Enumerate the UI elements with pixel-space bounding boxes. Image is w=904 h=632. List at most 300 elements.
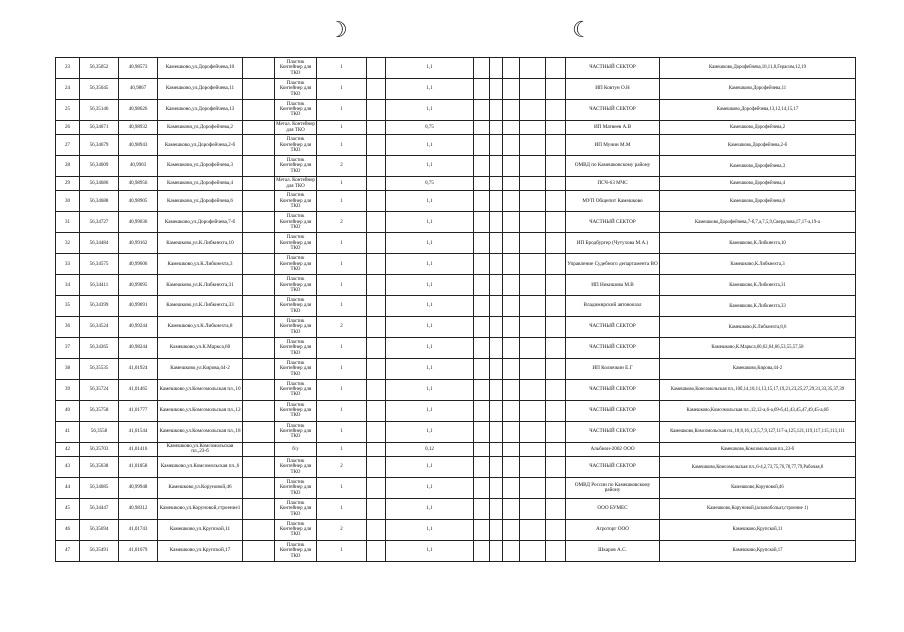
container-type: Пластик Контейнер для ТКО	[275, 212, 317, 233]
container-type: б/у	[275, 442, 317, 456]
latitude: 56,34679	[80, 135, 119, 156]
empty-cell	[490, 519, 503, 540]
table-row	[56, 400, 856, 421]
container-count: 1	[317, 177, 367, 191]
longitude: 41,01777	[119, 400, 158, 421]
empty-cell	[546, 135, 566, 156]
waste-producer: ЧАСТНЫЙ СЕКТОР	[566, 317, 660, 338]
served-objects: Камешково,Дорофейчева,2	[660, 120, 856, 134]
served-objects: Камешково,Дорофейчева,7-б,7,а,7,5,9,Свердлова,17,17-а,19-а	[660, 212, 856, 233]
table-row	[56, 99, 856, 120]
empty-cell	[503, 379, 520, 400]
empty-cell	[490, 442, 503, 456]
table-row	[56, 78, 856, 99]
served-objects: Камешково,К.Либкнехта,31	[660, 275, 856, 296]
table-row	[56, 233, 856, 254]
table-row	[56, 254, 856, 275]
empty-cell	[367, 156, 386, 177]
row-number: 37	[56, 338, 80, 359]
container-count: 1	[317, 120, 367, 134]
site-address: Камешково,ул.К.Либкнехта,10	[158, 233, 243, 254]
longitude: 40,98626	[119, 99, 158, 120]
served-objects: Камешково,Дорофейчева,4	[660, 177, 856, 191]
empty-cell	[243, 317, 275, 338]
empty-cell	[474, 233, 490, 254]
row-number: 46	[56, 519, 80, 540]
latitude: 56,35535	[80, 358, 119, 379]
container-type: Пластик Контейнер для ТКО	[275, 338, 317, 359]
empty-cell	[490, 317, 503, 338]
container-type: Пластик Контейнер для ТКО	[275, 99, 317, 120]
empty-cell	[243, 233, 275, 254]
empty-cell	[520, 478, 546, 499]
table-row	[56, 120, 856, 134]
empty-cell	[520, 457, 546, 478]
container-count: 2	[317, 457, 367, 478]
empty-cell	[520, 442, 546, 456]
empty-cell	[503, 99, 520, 120]
empty-cell	[520, 233, 546, 254]
empty-cell	[520, 156, 546, 177]
container-type: Пластик Контейнер для ТКО	[275, 457, 317, 478]
empty-cell	[243, 519, 275, 540]
container-volume: 1,1	[386, 254, 474, 275]
empty-cell	[243, 99, 275, 120]
longitude: 40,9903	[119, 156, 158, 177]
empty-cell	[474, 78, 490, 99]
longitude: 40,9867	[119, 78, 158, 99]
site-address: Камешково,ул.Коруновой,46	[158, 478, 243, 499]
empty-cell	[520, 212, 546, 233]
latitude: 56,34686	[80, 177, 119, 191]
container-type: Пластик Контейнер для ТКО	[275, 400, 317, 421]
empty-cell	[546, 379, 566, 400]
waste-producer: ЧАСТНЫЙ СЕКТОР	[566, 421, 660, 442]
site-address: Камешково,ул.К.Либкнехта,8	[158, 317, 243, 338]
empty-cell	[367, 379, 386, 400]
empty-cell	[503, 498, 520, 519]
latitude: 56,35703	[80, 442, 119, 456]
empty-cell	[546, 58, 566, 79]
latitude: 56,34688	[80, 191, 119, 212]
site-address: Камешково,ул.Дорофейчева,11	[158, 78, 243, 99]
empty-cell	[503, 338, 520, 359]
empty-cell	[503, 317, 520, 338]
container-site-register-table	[55, 57, 856, 562]
empty-cell	[490, 400, 503, 421]
waste-producer: ЧАСТНЫЙ СЕКТОР	[566, 338, 660, 359]
served-objects: Камешково,Комсомольская пл.,6-4,2,73,75,76,78,77,79,Рабочая,8	[660, 457, 856, 478]
site-address: Камешково,ул.К.Либкнехта,3	[158, 254, 243, 275]
empty-cell	[503, 233, 520, 254]
empty-cell	[503, 457, 520, 478]
empty-cell	[367, 233, 386, 254]
empty-cell	[367, 338, 386, 359]
waste-producer: ООО БУМЕС	[566, 498, 660, 519]
empty-cell	[474, 421, 490, 442]
served-objects: Камешково,Крупской,11	[660, 519, 856, 540]
row-number: 32	[56, 233, 80, 254]
empty-cell	[490, 296, 503, 317]
empty-cell	[520, 421, 546, 442]
empty-cell	[520, 177, 546, 191]
table-row	[56, 442, 856, 456]
empty-cell	[546, 442, 566, 456]
waste-producer: МУП Общепит Камешково	[566, 191, 660, 212]
waste-producer: Альбион-2002 ООО	[566, 442, 660, 456]
empty-cell	[367, 296, 386, 317]
site-address: Камешково,ул.Дорофейчева,13	[158, 99, 243, 120]
longitude: 40,98905	[119, 191, 158, 212]
empty-cell	[367, 421, 386, 442]
empty-cell	[490, 156, 503, 177]
latitude: 56,34447	[80, 498, 119, 519]
empty-cell	[490, 254, 503, 275]
empty-cell	[367, 78, 386, 99]
empty-cell	[490, 135, 503, 156]
empty-cell	[503, 78, 520, 99]
empty-cell	[474, 498, 490, 519]
empty-cell	[546, 400, 566, 421]
container-type: Пластик Контейнер для ТКО	[275, 478, 317, 499]
empty-cell	[490, 338, 503, 359]
empty-cell	[367, 540, 386, 561]
row-number: 25	[56, 99, 80, 120]
site-address: Камешково,ул.Дорофейчева,2	[158, 120, 243, 134]
row-number: 30	[56, 191, 80, 212]
empty-cell	[546, 191, 566, 212]
container-volume: 1,1	[386, 317, 474, 338]
longitude: 41,01679	[119, 540, 158, 561]
empty-cell	[243, 400, 275, 421]
empty-cell	[474, 296, 490, 317]
container-count: 1	[317, 400, 367, 421]
empty-cell	[243, 177, 275, 191]
waste-producer: ИП Мунин М.М	[566, 135, 660, 156]
empty-cell	[474, 379, 490, 400]
longitude: 40,98956	[119, 177, 158, 191]
empty-cell	[474, 317, 490, 338]
empty-cell	[520, 99, 546, 120]
empty-cell	[490, 540, 503, 561]
container-count: 1	[317, 540, 367, 561]
container-volume: 1,1	[386, 478, 474, 499]
row-number: 28	[56, 156, 80, 177]
container-type: Метал. Контейнер для ТКО	[275, 120, 317, 134]
empty-cell	[367, 478, 386, 499]
empty-cell	[520, 400, 546, 421]
container-count: 1	[317, 254, 367, 275]
row-number: 45	[56, 498, 80, 519]
empty-cell	[546, 317, 566, 338]
empty-cell	[474, 478, 490, 499]
longitude: 40,98244	[119, 338, 158, 359]
container-type: Пластик Контейнер для ТКО	[275, 358, 317, 379]
empty-cell	[474, 99, 490, 120]
empty-cell	[503, 442, 520, 456]
empty-cell	[243, 338, 275, 359]
empty-cell	[243, 296, 275, 317]
container-type: Пластик Контейнер для ТКО	[275, 275, 317, 296]
row-number: 40	[56, 400, 80, 421]
container-count: 1	[317, 275, 367, 296]
container-type: Пластик Контейнер для ТКО	[275, 233, 317, 254]
empty-cell	[474, 442, 490, 456]
container-count: 2	[317, 212, 367, 233]
waste-producer: ПСЧ-63 МЧС	[566, 177, 660, 191]
served-objects: Камешково,Комсомольская пл.,12,12-а,6-а,69-б,41,43,45,47,49,45-а,6б	[660, 400, 856, 421]
container-type: Пластик Контейнер для ТКО	[275, 317, 317, 338]
empty-cell	[367, 58, 386, 79]
empty-cell	[490, 457, 503, 478]
container-type: Пластик Контейнер для ТКО	[275, 421, 317, 442]
container-volume: 0,12	[386, 442, 474, 456]
container-volume: 1,1	[386, 296, 474, 317]
empty-cell	[243, 540, 275, 561]
latitude: 56,35638	[80, 457, 119, 478]
container-count: 2	[317, 519, 367, 540]
site-address: Камешково,ул.Комсомольская пл.,6	[158, 457, 243, 478]
container-count: 2	[317, 156, 367, 177]
served-objects: Камешково,Дорофейчева,3	[660, 156, 856, 177]
container-volume: 1,1	[386, 358, 474, 379]
container-count: 1	[317, 478, 367, 499]
row-number: 38	[56, 358, 80, 379]
latitude: 56,35491	[80, 540, 119, 561]
row-number: 31	[56, 212, 80, 233]
empty-cell	[490, 99, 503, 120]
table-row	[56, 519, 856, 540]
container-count: 1	[317, 338, 367, 359]
empty-cell	[520, 275, 546, 296]
empty-cell	[503, 296, 520, 317]
site-address: Камешково,ул.Комсомольская пл.,10	[158, 379, 243, 400]
container-volume: 1,1	[386, 457, 474, 478]
served-objects: Камешково,Дорофейчева,11	[660, 78, 856, 99]
empty-cell	[243, 156, 275, 177]
container-volume: 1,1	[386, 498, 474, 519]
latitude: 56,34609	[80, 156, 119, 177]
empty-cell	[490, 358, 503, 379]
site-address: Камешково,ул.Коруновой,строение1	[158, 498, 243, 519]
container-volume: 1,1	[386, 212, 474, 233]
waste-producer: ЧАСТНЫЙ СЕКТОР	[566, 379, 660, 400]
container-volume: 1,1	[386, 421, 474, 442]
container-count: 1	[317, 78, 367, 99]
empty-cell	[367, 457, 386, 478]
served-objects: Камешково,Комсомольская пл.,23-б	[660, 442, 856, 456]
empty-cell	[474, 457, 490, 478]
empty-cell	[520, 358, 546, 379]
site-address: Камешково,ул.Крупской,11	[158, 519, 243, 540]
row-number: 35	[56, 296, 80, 317]
table-row	[56, 58, 856, 79]
container-volume: 0,75	[386, 177, 474, 191]
longitude: 40,99948	[119, 478, 158, 499]
empty-cell	[490, 421, 503, 442]
longitude: 40,98312	[119, 498, 158, 519]
served-objects: Камешково,Дорофейчева,13,12,14,15,17	[660, 99, 856, 120]
empty-cell	[546, 498, 566, 519]
latitude: 56,34575	[80, 254, 119, 275]
longitude: 40,99606	[119, 254, 158, 275]
empty-cell	[490, 233, 503, 254]
empty-cell	[243, 379, 275, 400]
empty-cell	[503, 212, 520, 233]
served-objects: Камешково,Комсомольская пл.,18,8,16,1,3,5,7,9,127,117-а,125,121,119,117,115,113,111	[660, 421, 856, 442]
empty-cell	[474, 519, 490, 540]
empty-cell	[503, 120, 520, 134]
empty-cell	[546, 275, 566, 296]
longitude: 40,99091	[119, 296, 158, 317]
empty-cell	[367, 120, 386, 134]
served-objects: Камешково,К.Либкнехта,8,6	[660, 317, 856, 338]
waste-producer: ОМВД России по Камешковскому району	[566, 478, 660, 499]
row-number: 42	[56, 442, 80, 456]
longitude: 40,99244	[119, 317, 158, 338]
served-objects: Камешково,Кирова,44-2	[660, 358, 856, 379]
empty-cell	[243, 135, 275, 156]
container-volume: 1,1	[386, 99, 474, 120]
container-volume: 1,1	[386, 78, 474, 99]
site-address: Камешково,ул.Дорофейчева,10	[158, 58, 243, 79]
site-address: Камешково,ул.Комсомольская пл.,23-б	[158, 442, 243, 456]
empty-cell	[546, 254, 566, 275]
table-row	[56, 478, 856, 499]
empty-cell	[474, 400, 490, 421]
empty-cell	[367, 135, 386, 156]
punch-hole-left: ☽	[328, 18, 348, 43]
empty-cell	[546, 338, 566, 359]
empty-cell	[490, 478, 503, 499]
latitude: 56,34399	[80, 296, 119, 317]
table-row	[56, 296, 856, 317]
latitude: 56,35045	[80, 78, 119, 99]
container-type: Пластик Контейнер для ТКО	[275, 296, 317, 317]
longitude: 40,98573	[119, 58, 158, 79]
waste-producer: ИП Бродбургер (Чутухова М.А.)	[566, 233, 660, 254]
latitude: 56,3558	[80, 421, 119, 442]
site-address: Камешково,ул.Крупской,17	[158, 540, 243, 561]
latitude: 56,34671	[80, 120, 119, 134]
site-address: Камешково,ул.Дорофейчева,4	[158, 177, 243, 191]
empty-cell	[243, 275, 275, 296]
empty-cell	[520, 540, 546, 561]
empty-cell	[503, 156, 520, 177]
container-count: 1	[317, 296, 367, 317]
empty-cell	[243, 358, 275, 379]
container-volume: 1,1	[386, 379, 474, 400]
served-objects: Камешково,К.Маркса,60,62,64,66,53,55,57,58	[660, 338, 856, 359]
empty-cell	[546, 177, 566, 191]
empty-cell	[474, 58, 490, 79]
container-type: Пластик Контейнер для ТКО	[275, 191, 317, 212]
empty-cell	[474, 358, 490, 379]
container-type: Пластик Контейнер для ТКО	[275, 135, 317, 156]
waste-producer: Агроторг ООО	[566, 519, 660, 540]
empty-cell	[546, 519, 566, 540]
container-count: 1	[317, 191, 367, 212]
empty-cell	[490, 78, 503, 99]
table-row	[56, 338, 856, 359]
container-count: 1	[317, 421, 367, 442]
empty-cell	[243, 457, 275, 478]
empty-cell	[546, 358, 566, 379]
latitude: 56,34411	[80, 275, 119, 296]
container-count: 1	[317, 498, 367, 519]
row-number: 36	[56, 317, 80, 338]
empty-cell	[474, 135, 490, 156]
empty-cell	[546, 78, 566, 99]
table-row	[56, 135, 856, 156]
empty-cell	[243, 442, 275, 456]
empty-cell	[474, 212, 490, 233]
empty-cell	[503, 254, 520, 275]
row-number: 29	[56, 177, 80, 191]
waste-producer: Управление Судебного департамента ВО	[566, 254, 660, 275]
site-address: Камешково,ул.Дорофейчева,2-б	[158, 135, 243, 156]
empty-cell	[520, 254, 546, 275]
row-number: 27	[56, 135, 80, 156]
longitude: 41,01544	[119, 421, 158, 442]
site-address: Камешково,ул.Дорофейчева,6	[158, 191, 243, 212]
container-count: 2	[317, 317, 367, 338]
empty-cell	[474, 120, 490, 134]
empty-cell	[243, 421, 275, 442]
waste-producer: ЧАСТНЫЙ СЕКТОР	[566, 99, 660, 120]
empty-cell	[520, 338, 546, 359]
row-number: 23	[56, 58, 80, 79]
row-number: 33	[56, 254, 80, 275]
table-row	[56, 275, 856, 296]
empty-cell	[520, 317, 546, 338]
empty-cell	[243, 478, 275, 499]
empty-cell	[367, 358, 386, 379]
container-volume: 1,1	[386, 233, 474, 254]
empty-cell	[367, 191, 386, 212]
empty-cell	[243, 58, 275, 79]
empty-cell	[367, 99, 386, 120]
empty-cell	[474, 275, 490, 296]
container-volume: 1,1	[386, 338, 474, 359]
empty-cell	[546, 478, 566, 499]
row-number: 34	[56, 275, 80, 296]
empty-cell	[503, 358, 520, 379]
waste-producer: ЧАСТНЫЙ СЕКТОР	[566, 457, 660, 478]
empty-cell	[520, 498, 546, 519]
container-volume: 1,1	[386, 156, 474, 177]
empty-cell	[546, 296, 566, 317]
container-type: Пластик Контейнер для ТКО	[275, 498, 317, 519]
empty-cell	[490, 58, 503, 79]
container-type: Пластик Контейнер для ТКО	[275, 379, 317, 400]
empty-cell	[367, 400, 386, 421]
empty-cell	[367, 275, 386, 296]
empty-cell	[474, 338, 490, 359]
empty-cell	[474, 177, 490, 191]
empty-cell	[367, 317, 386, 338]
empty-cell	[503, 421, 520, 442]
empty-cell	[367, 498, 386, 519]
container-count: 1	[317, 135, 367, 156]
served-objects: Камешково,Комсомольская пл.,10б,14,10,11,13,15,17,19,21,23,25,27,29,31,33,35,37,39	[660, 379, 856, 400]
container-volume: 1,1	[386, 58, 474, 79]
served-objects: Камешково,К.Либкнехта,10	[660, 233, 856, 254]
table-row	[56, 358, 856, 379]
container-type: Пластик Контейнер для ТКО	[275, 519, 317, 540]
empty-cell	[243, 78, 275, 99]
container-volume: 1,1	[386, 191, 474, 212]
